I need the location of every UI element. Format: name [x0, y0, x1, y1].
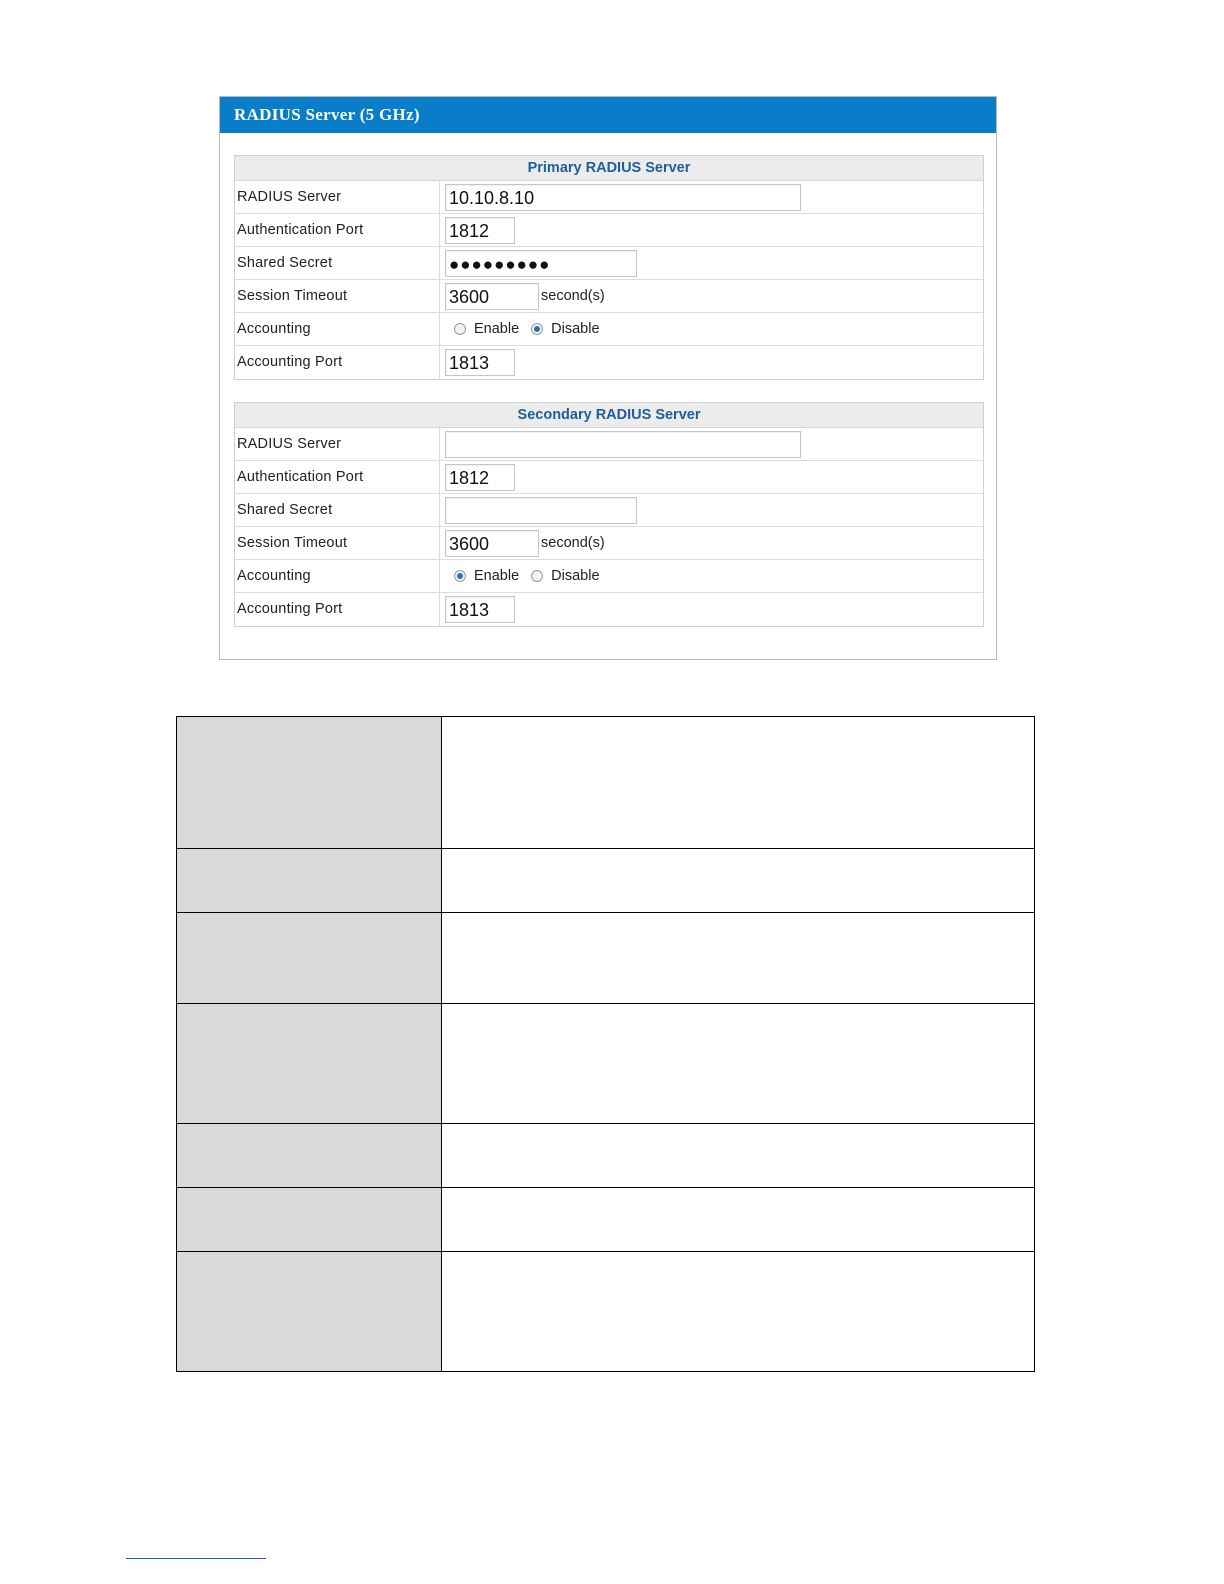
row-label: RADIUS Server — [235, 181, 440, 213]
radius-server-panel — [219, 96, 997, 660]
table-description-cell — [442, 1004, 1035, 1124]
secondary-shared-secret-input[interactable] — [445, 497, 637, 524]
row-label: Accounting — [235, 560, 440, 592]
primary-radius-server-input[interactable]: 10.10.8.10 — [445, 184, 801, 211]
unit-label: second(s) — [541, 535, 605, 551]
row-label: Accounting — [235, 313, 440, 345]
table-row — [177, 1252, 1035, 1372]
table-row — [177, 1004, 1035, 1124]
panel-title: RADIUS Server (5 GHz) — [220, 97, 996, 133]
table-description-cell — [442, 1124, 1035, 1188]
table-label-cell — [177, 849, 442, 913]
secondary-accounting-disable-radio[interactable] — [531, 570, 543, 582]
secondary-session-timeout-input[interactable]: 3600 — [445, 530, 539, 557]
row-label: RADIUS Server — [235, 428, 440, 460]
primary-auth-port-row — [235, 214, 983, 247]
table-description-cell — [442, 1188, 1035, 1252]
secondary-radius-server-row — [235, 428, 983, 461]
primary-shared-secret-row — [235, 247, 983, 280]
table-label-cell — [177, 1252, 442, 1372]
table-label-cell — [177, 1124, 442, 1188]
row-label: Session Timeout — [235, 527, 440, 559]
secondary-auth-port-input[interactable]: 1812 — [445, 464, 515, 491]
table-description-cell — [442, 849, 1035, 913]
row-label: Session Timeout — [235, 280, 440, 312]
secondary-auth-port-row — [235, 461, 983, 494]
primary-auth-port-input[interactable]: 1812 — [445, 217, 515, 244]
secondary-accounting-port-row — [235, 593, 983, 626]
primary-accounting-disable-radio[interactable] — [531, 323, 543, 335]
description-table — [176, 716, 1035, 1372]
radio-label: Enable — [474, 321, 520, 337]
row-label: Authentication Port — [235, 461, 440, 493]
primary-radius-section — [234, 155, 984, 380]
primary-session-timeout-input[interactable]: 3600 — [445, 283, 539, 310]
row-label: Shared Secret — [235, 494, 440, 526]
primary-accounting-port-input[interactable]: 1813 — [445, 349, 515, 376]
table-label-cell — [177, 717, 442, 849]
secondary-accounting-enable-radio[interactable] — [454, 570, 466, 582]
table-row — [177, 717, 1035, 849]
row-label: Shared Secret — [235, 247, 440, 279]
primary-accounting-port-row — [235, 346, 983, 379]
table-row — [177, 1124, 1035, 1188]
secondary-radius-section — [234, 402, 984, 627]
secondary-accounting-port-input[interactable]: 1813 — [445, 596, 515, 623]
table-row — [177, 913, 1035, 1004]
secondary-accounting-row — [235, 560, 983, 593]
table-row — [177, 1188, 1035, 1252]
radio-label: Enable — [474, 568, 520, 584]
primary-session-timeout-row — [235, 280, 983, 313]
table-row — [177, 849, 1035, 913]
primary-radius-server-row — [235, 181, 983, 214]
radio-label: Disable — [551, 568, 600, 584]
primary-shared-secret-input[interactable]: ●●●●●●●●● — [445, 250, 637, 277]
secondary-session-timeout-row — [235, 527, 983, 560]
secondary-radius-server-input[interactable] — [445, 431, 801, 458]
secondary-shared-secret-row — [235, 494, 983, 527]
row-label: Authentication Port — [235, 214, 440, 246]
section-title: Secondary RADIUS Server — [235, 403, 983, 428]
radio-label: Disable — [551, 321, 600, 337]
unit-label: second(s) — [541, 288, 605, 304]
section-title: Primary RADIUS Server — [235, 156, 983, 181]
table-label-cell — [177, 1188, 442, 1252]
table-description-cell — [442, 1252, 1035, 1372]
table-description-cell — [442, 717, 1035, 849]
table-label-cell — [177, 1004, 442, 1124]
primary-accounting-row — [235, 313, 983, 346]
footer-link-underline[interactable] — [126, 1558, 266, 1559]
table-description-cell — [442, 913, 1035, 1004]
primary-accounting-enable-radio[interactable] — [454, 323, 466, 335]
row-label: Accounting Port — [235, 346, 440, 379]
row-label: Accounting Port — [235, 593, 440, 626]
table-label-cell — [177, 913, 442, 1004]
